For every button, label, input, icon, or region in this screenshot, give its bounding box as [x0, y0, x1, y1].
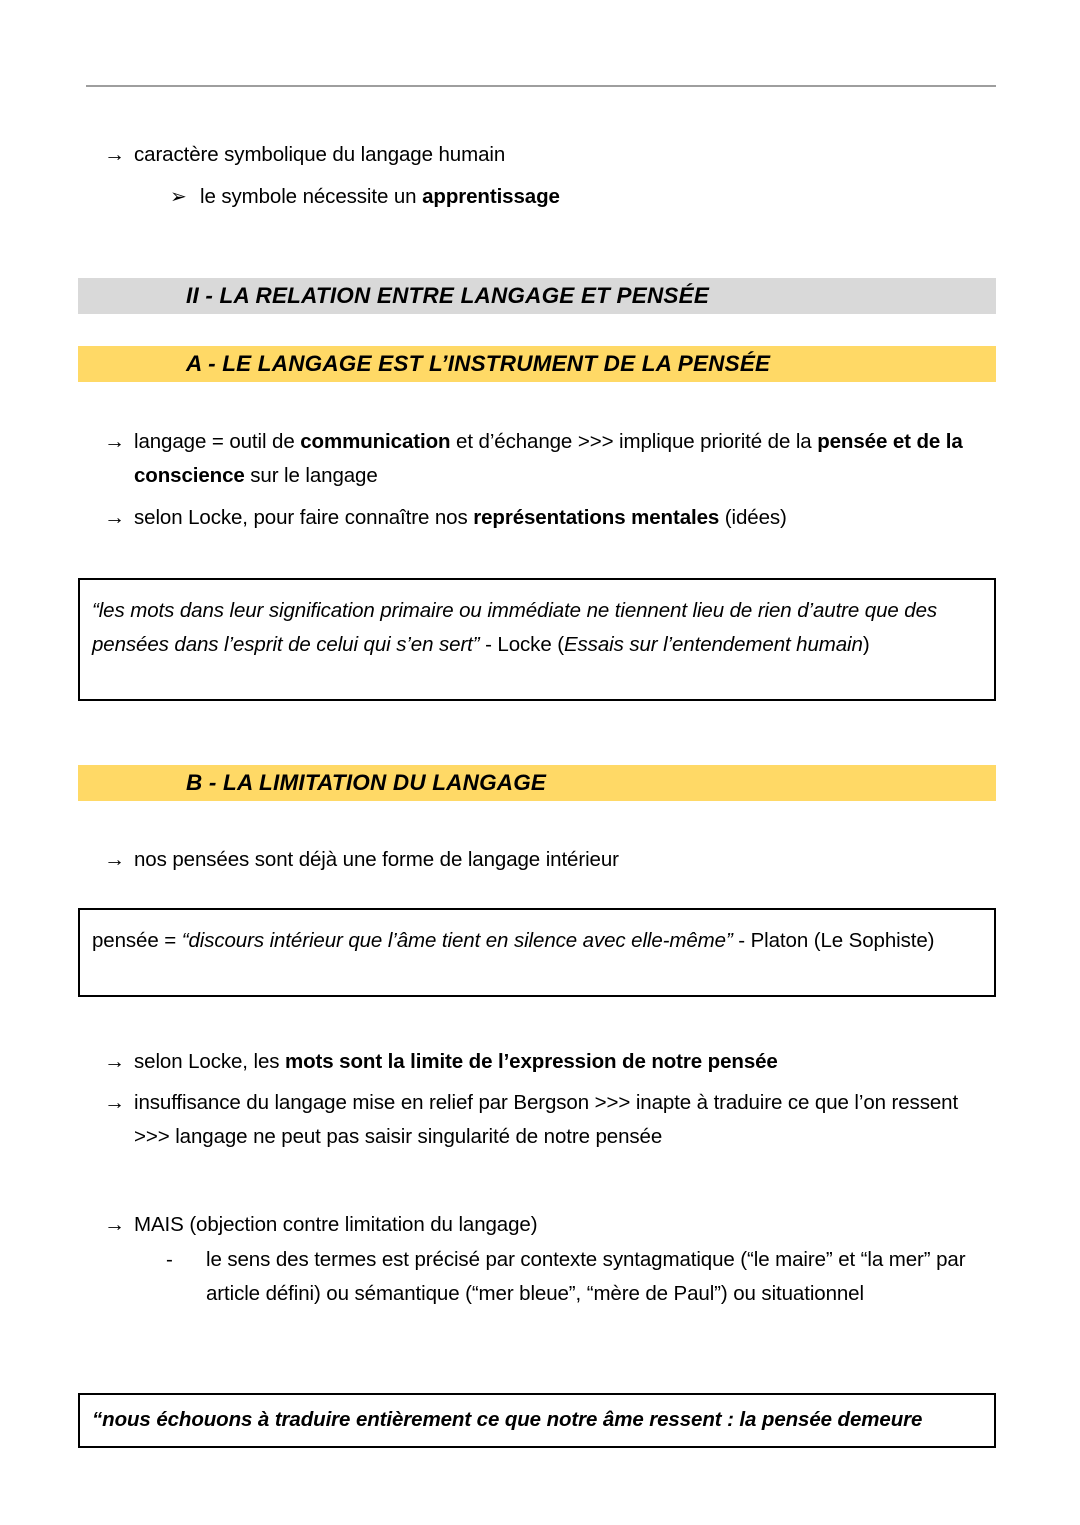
- list-item-intro-bullet: [104, 138, 984, 172]
- list-item-label: [134, 501, 787, 535]
- quote-box-bergson: [78, 1393, 996, 1448]
- quote-text: [92, 924, 982, 958]
- heading-label: B - LA LIMITATION DU LANGAGE: [186, 770, 547, 795]
- quote-box-platon: [78, 908, 996, 997]
- arrow-icon: →: [104, 1213, 125, 1236]
- segment-plain: selon Locke, les: [134, 1050, 285, 1073]
- quote-attribution: - Platon (Le Sophiste): [732, 929, 935, 952]
- segment-bold: représentations mentales: [473, 506, 720, 529]
- list-item-label: nos pensées sont déjà une forme de langage intérieur: [134, 848, 619, 871]
- arrow-icon: →: [104, 143, 125, 166]
- segment-plain: et d’échange >>> implique priorité de la: [450, 430, 818, 453]
- quote-attribution: - Locke (: [479, 633, 564, 656]
- quote-text: [92, 594, 982, 662]
- quote-body: “discours intérieur que l’âme tient en silence avec elle-même”: [181, 929, 733, 952]
- quote-closing: ): [862, 633, 870, 656]
- arrow-icon: →: [104, 430, 125, 453]
- arrow-icon: →: [104, 1050, 125, 1073]
- quote-box-locke: [78, 578, 996, 701]
- list-item-label: MAIS (objection contre limitation du langage): [134, 1213, 538, 1236]
- segment-plain: selon Locke, pour faire connaître nos: [134, 506, 474, 529]
- list-item-label: [200, 180, 560, 214]
- list-item-b-4-sub: [166, 1243, 996, 1311]
- list-item-b-1: [104, 843, 999, 877]
- arrow-icon: →: [104, 506, 125, 529]
- quote-body: “les mots dans leur signification primaire ou immédiate ne tiennent lieu de rien d’autre que des pensées dans l’esprit de celui qui s’en sert”: [92, 599, 938, 656]
- list-item-label: caractère symbolique du langage humain: [134, 143, 506, 166]
- chevron-right-icon: ➢: [170, 186, 187, 208]
- list-item-a-1: [104, 425, 999, 493]
- quote-lead: pensée =: [92, 929, 182, 952]
- segment-plain: sur le langage: [244, 464, 378, 487]
- heading-subsection-a: [78, 346, 996, 382]
- list-item-b-3: [104, 1086, 994, 1154]
- list-item-intro-subbullet: [170, 180, 990, 214]
- list-item-label: [134, 425, 999, 493]
- heading-section-ii: [78, 278, 996, 314]
- list-item-label: [134, 1045, 778, 1079]
- segment-bold: communication: [300, 430, 451, 453]
- list-item-label: le sens des termes est précisé par contexte syntagmatique (“le maire” et “la mer” par article défini) ou sémantique (“mer bleue”, “mère de Paul”) ou situationnel: [206, 1248, 966, 1305]
- segment-bold: mots sont la limite de l’expression de notre pensée: [285, 1050, 778, 1073]
- segment-plain: (idées): [719, 506, 787, 529]
- subbullet-emphasis: apprentissage: [422, 185, 560, 208]
- list-item-b-4: [104, 1208, 994, 1242]
- arrow-icon: →: [104, 1091, 125, 1114]
- arrow-icon: →: [104, 848, 125, 871]
- segment-bold: pensée et de la conscience: [134, 430, 963, 487]
- dash-bullet-icon: -: [166, 1248, 173, 1271]
- heading-label: II - LA RELATION ENTRE LANGAGE ET PENSÉE: [186, 283, 710, 308]
- quote-work-title: Essais sur l’entendement humain: [563, 633, 863, 656]
- list-item-a-2: [104, 501, 999, 535]
- segment-plain: langage = outil de: [134, 430, 301, 453]
- heading-subsection-b: [78, 765, 996, 801]
- quote-text: “nous échouons à traduire entièrement ce que notre âme ressent : la pensée demeure: [92, 1408, 923, 1431]
- heading-label: A - LE LANGAGE EST L’INSTRUMENT DE LA PENSÉE: [186, 351, 771, 376]
- list-item-b-2: [104, 1045, 999, 1079]
- header-rule: [86, 85, 996, 87]
- subbullet-prefix: le symbole nécessite un: [200, 185, 423, 208]
- list-item-label: insuffisance du langage mise en relief par Bergson >>> inapte à traduire ce que l’on ressent >>> langage ne peut pas saisir singularité de notre pensée: [134, 1091, 959, 1148]
